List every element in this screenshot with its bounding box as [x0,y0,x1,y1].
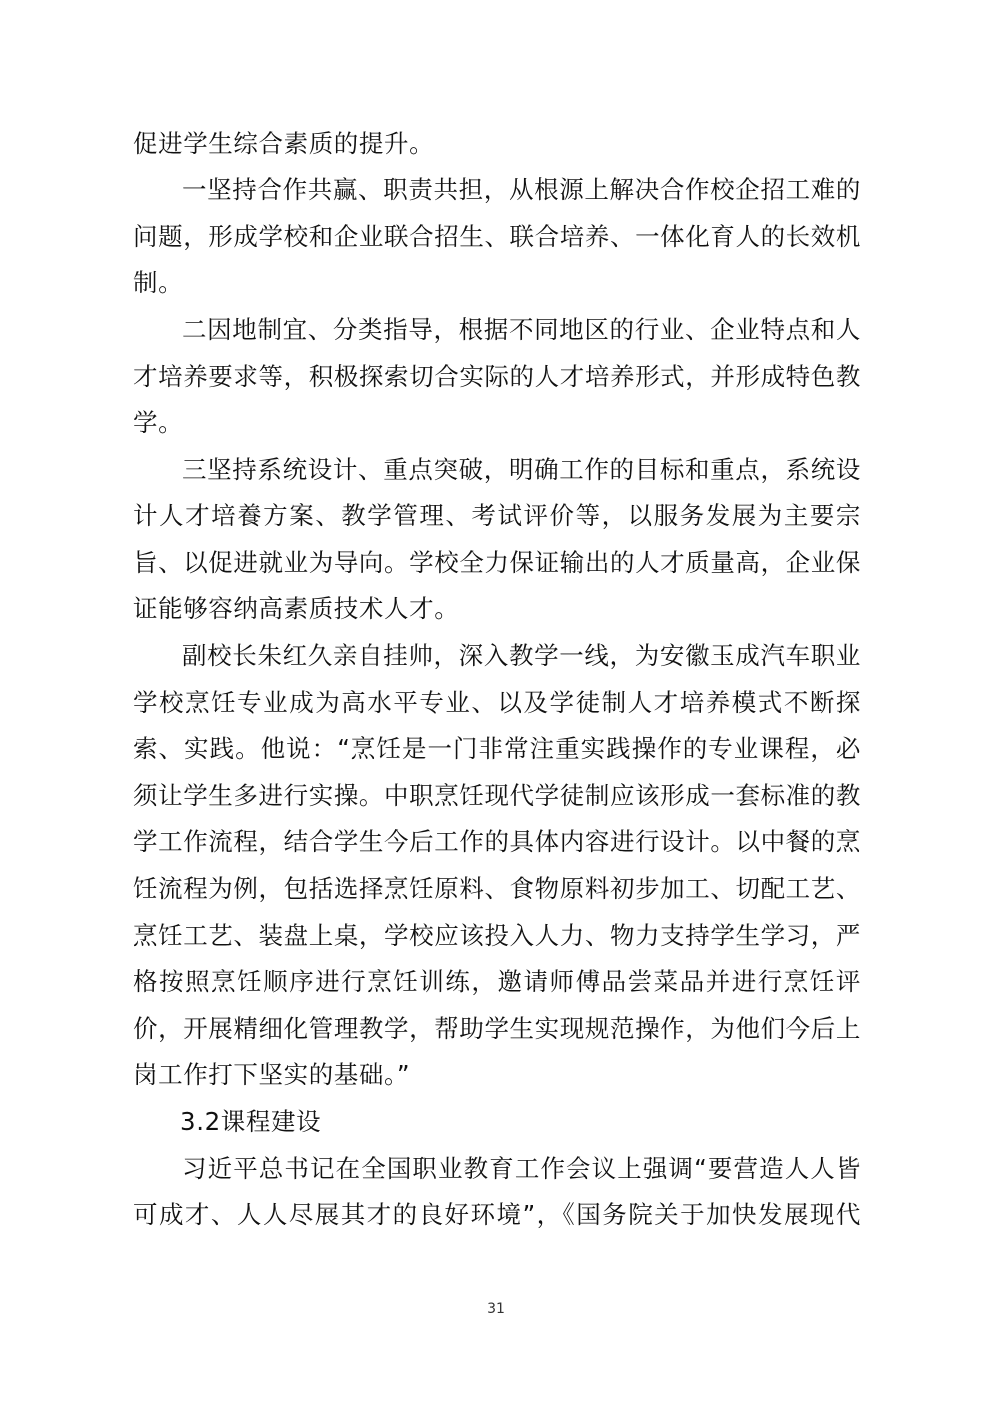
paragraph-first-line: 一坚持合作共赢、职责共担，从根源上解决合作校企招工难的 [182,175,861,204]
body-text-line: 制。 [133,268,184,297]
body-text-line: 促进学生综合素质的提升。 [133,129,435,158]
paragraph-first-line: 三坚持系统设计、重点突破，明确工作的目标和重点，系统设 [182,455,861,484]
body-text-line: 问题，形成学校和企业联合招生、联合培养、一体化育人的长效机 [133,222,861,251]
body-text-line: 价，开展精细化管理教学，帮助学生实现规范操作，为他们今后上 [133,1014,861,1043]
body-text-line: 须让学生多进行实操。中职烹饪现代学徒制应该形成一套标准的教 [133,781,861,810]
body-text-line: 格按照烹饪顺序进行烹饪训练，邀请师傅品尝菜品并进行烹饪评 [133,967,861,996]
body-text-line: 学工作流程，结合学生今后工作的具体内容进行设计。以中餐的烹 [133,827,861,856]
paragraph-first-line: 二因地制宜、分类指导，根据不同地区的行业、企业特点和人 [182,315,861,344]
paragraph-first-line: 副校长朱红久亲自挂帅，深入教学一线，为安徽玉成汽车职业 [182,641,861,670]
body-text-line: 才培养要求等，积极探索切合实际的人才培养形式，并形成特色教 [133,362,861,391]
paragraph-first-line: 习近平总书记在全国职业教育工作会议上强调“要营造人人皆 [182,1154,861,1183]
body-text-line: 索、实践。他说：“烹饪是一门非常注重实践操作的专业课程，必 [133,734,861,763]
body-text-line: 证能够容纳高素质技术人才。 [133,594,460,623]
body-text-line: 烹饪工艺、装盘上桌，学校应该投入人力、物力支持学生学习，严 [133,921,861,950]
body-text-line: 旨、以促进就业为导向。学校全力保证输出的人才质量高，企业保 [133,548,861,577]
section-heading: 3.2课程建设 [180,1107,322,1136]
body-text-line: 学校烹饪专业成为高水平专业、以及学徒制人才培养模式不断探 [133,688,861,717]
body-text-line: 饪流程为例，包括选择烹饪原料、食物原料初步加工、切配工艺、 [133,874,861,903]
body-text-line: 学。 [133,408,184,437]
body-text-line: 岗工作打下坚实的基础。” [133,1060,411,1089]
body-text-line: 计人才培養方案、教学管理、考试评价等，以服务发展为主要宗 [133,501,861,530]
page-number: 31 [487,1301,505,1317]
body-text-line: 可成才、人人尽展其才的良好环境”，《国务院关于加快发展现代 [133,1200,861,1229]
